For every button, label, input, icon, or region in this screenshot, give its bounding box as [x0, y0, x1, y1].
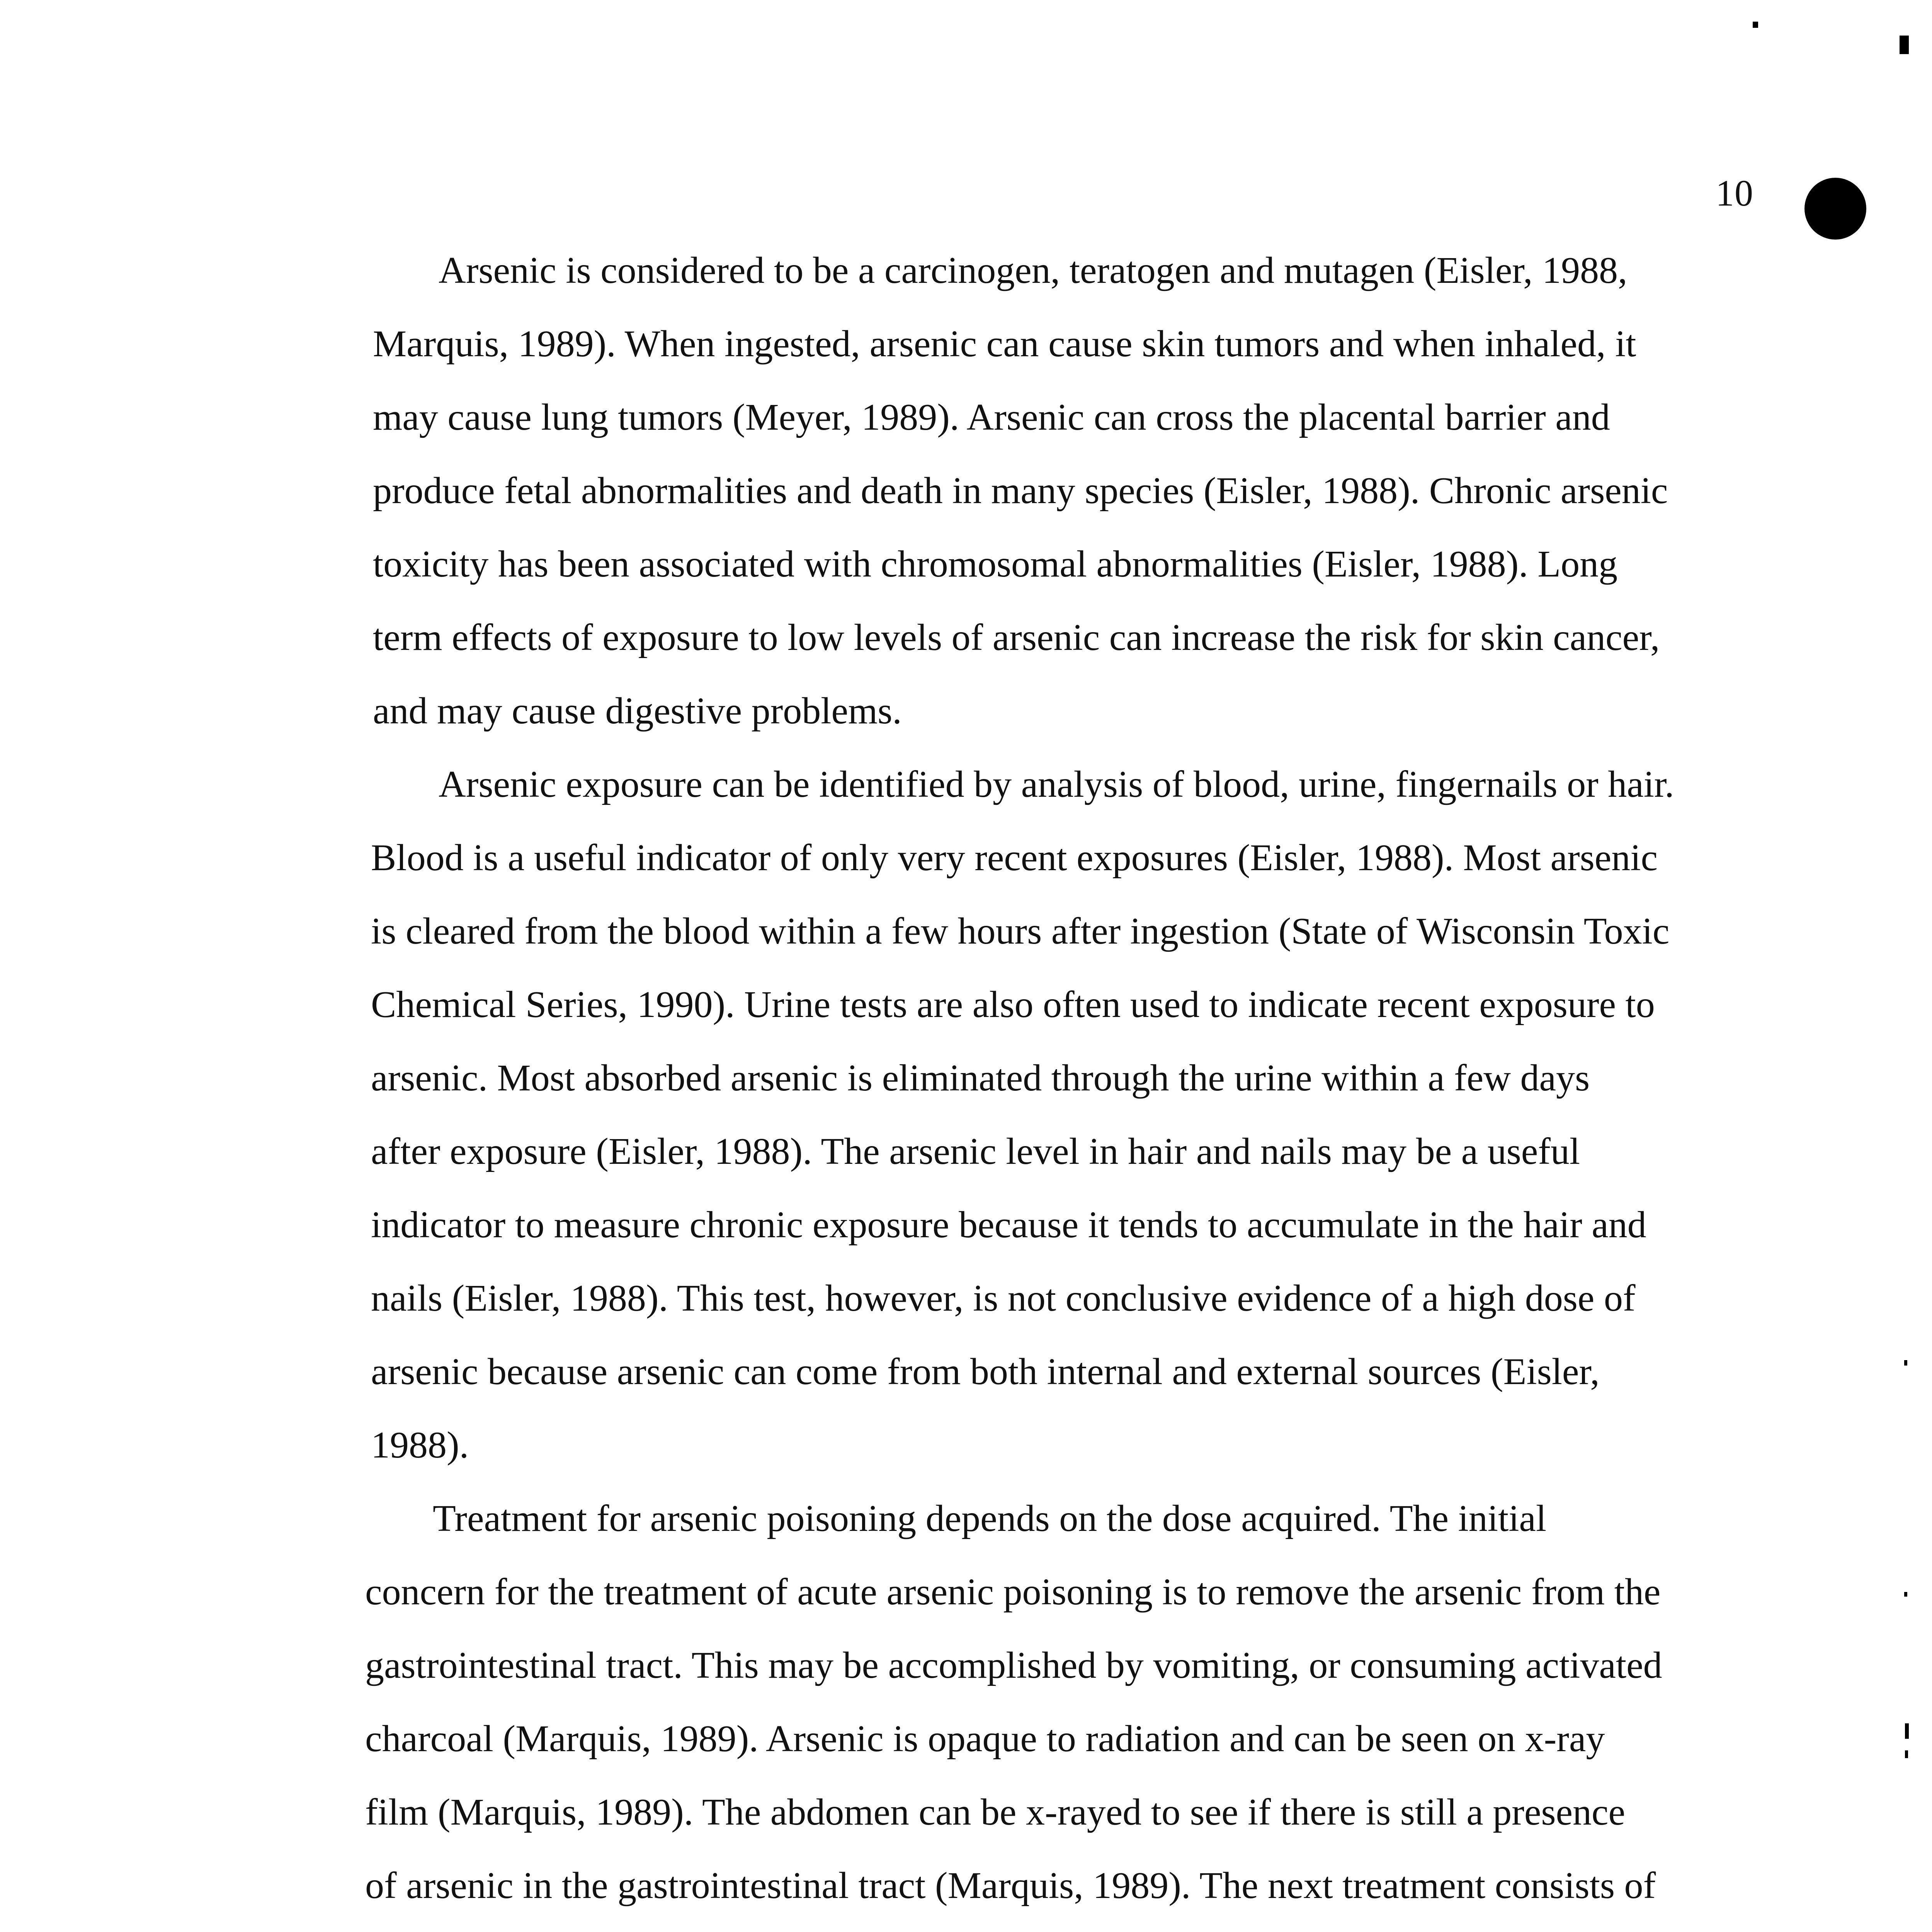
punch-hole-top: [1804, 178, 1866, 240]
text-line: toxicity has been associated with chromosomal abnormalities (Eisler, 1988). Long: [373, 543, 1618, 585]
page-number: 10: [1716, 172, 1753, 214]
text-line: Blood is a useful indicator of only very recent exposures (Eisler, 1988). Most arsenic: [371, 837, 1658, 879]
scan-mark: [1904, 1592, 1907, 1597]
text-line: Arsenic exposure can be identified by analysis of blood, urine, fingernails or hair.: [439, 764, 1674, 805]
scan-mark: [1753, 22, 1758, 28]
text-line: is cleared from the blood within a few hours after ingestion (State of Wisconsin Toxic: [371, 910, 1670, 952]
text-line: arsenic because arsenic can come from both internal and external sources (Eisler,: [371, 1351, 1600, 1393]
text-line: concern for the treatment of acute arsenic poisoning is to remove the arsenic from the: [365, 1571, 1661, 1613]
text-line: charcoal (Marquis, 1989). Arsenic is opaque to radiation and can be seen on x-ray: [365, 1718, 1605, 1760]
text-line: may cause lung tumors (Meyer, 1989). Arsenic can cross the placental barrier and: [373, 396, 1610, 438]
text-line: nails (Eisler, 1988). This test, however, is not conclusive evidence of a high dose of: [371, 1277, 1636, 1319]
text-line: arsenic. Most absorbed arsenic is eliminated through the urine within a few days: [371, 1057, 1590, 1099]
text-line: Marquis, 1989). When ingested, arsenic can cause skin tumors and when inhaled, it: [373, 323, 1636, 365]
scan-mark: [1905, 1723, 1909, 1739]
text-line: gastrointestinal tract. This may be accomplished by vomiting, or consuming activated: [365, 1645, 1662, 1686]
text-line: film (Marquis, 1989). The abdomen can be x-rayed to see if there is still a presence: [365, 1791, 1626, 1833]
scan-mark: [1904, 1360, 1907, 1366]
text-line: Chemical Series, 1990). Urine tests are also often used to indicate recent exposure to: [371, 984, 1655, 1026]
text-line: after exposure (Eisler, 1988). The arsenic level in hair and nails may be a useful: [371, 1131, 1580, 1172]
text-line: Treatment for arsenic poisoning depends on the dose acquired. The initial: [433, 1498, 1547, 1539]
text-line: produce fetal abnormalities and death in many species (Eisler, 1988). Chronic arsenic: [373, 470, 1668, 512]
scan-mark: [1905, 1750, 1908, 1758]
text-line: 1988).: [371, 1424, 469, 1466]
text-line: indicator to measure chronic exposure because it tends to accumulate in the hair and: [371, 1204, 1646, 1246]
text-line: of arsenic in the gastrointestinal tract (Marquis, 1989). The next treatment consists of: [365, 1865, 1656, 1906]
scan-mark: [1900, 36, 1909, 54]
text-line: Arsenic is considered to be a carcinogen, teratogen and mutagen (Eisler, 1988,: [439, 250, 1628, 291]
text-line: term effects of exposure to low levels of arsenic can increase the risk for skin cancer,: [373, 617, 1660, 658]
text-line: and may cause digestive problems.: [373, 690, 902, 732]
